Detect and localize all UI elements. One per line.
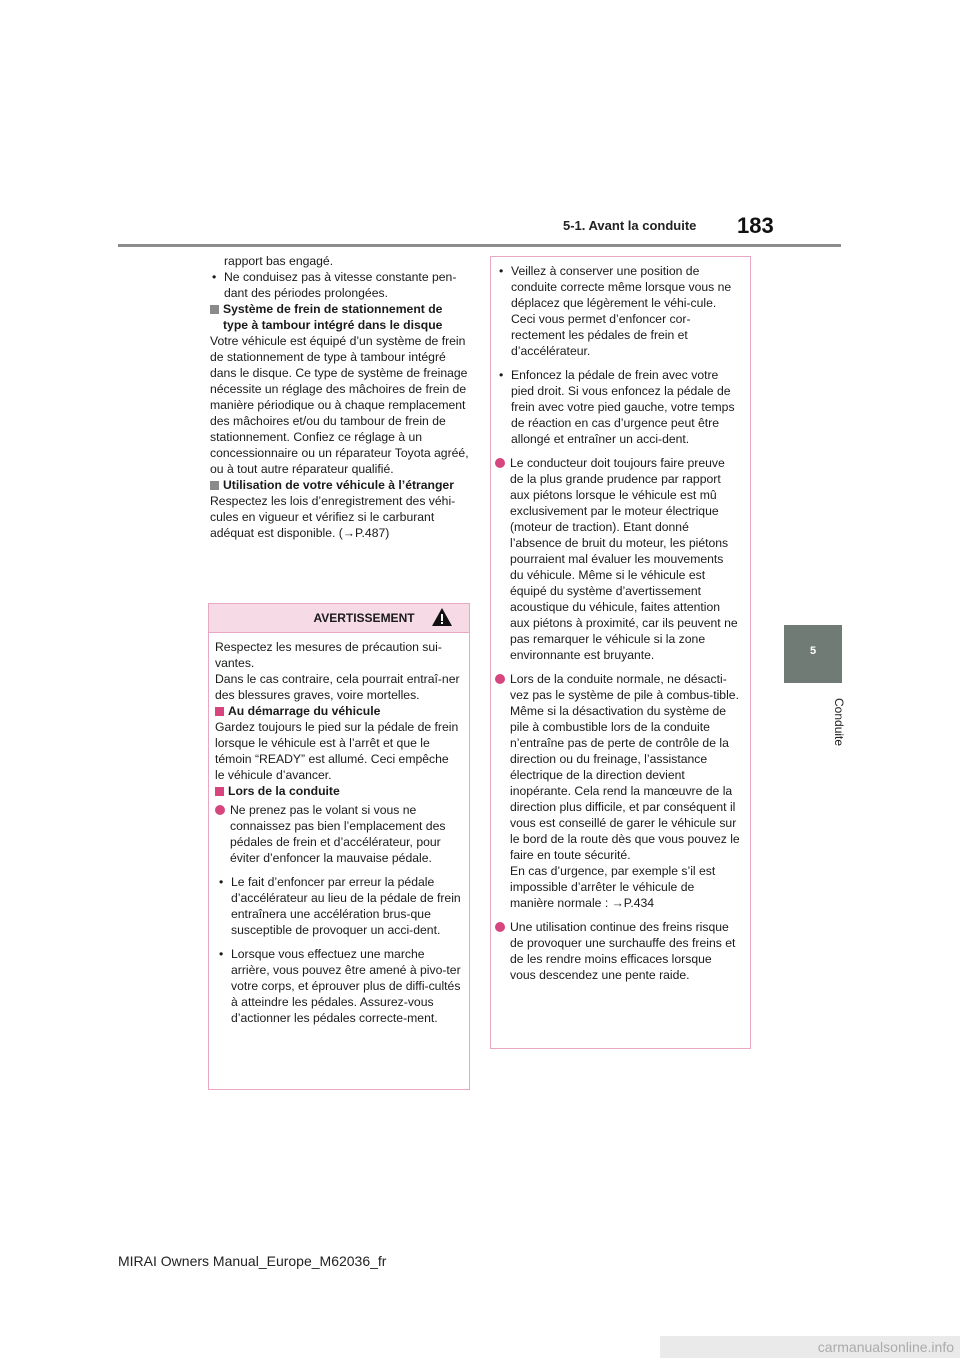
paragraph: Respectez les lois d’enregistrement des véhi-cules en vigueur et vérifiez si le carburant adéquat est disponible. (→P.487)	[210, 494, 456, 540]
page-number: 183	[737, 213, 774, 238]
paragraph: Gardez toujours le pied sur la pédale de frein lorsque le véhicule est à l’arrêt et que le témoin “READY” est allumé. Ceci empêche le véhicule d’avancer.	[215, 720, 459, 782]
warning-box-continued	[490, 256, 751, 1049]
bullet-item: • Veillez à conserver une position de conduite correcte même lorsque vous ne déplacez que légèrement le véhi-cule. Ceci vous permet d’enfoncer cor-rectement les pédales de frein et d’accélérateur.	[499, 264, 732, 358]
square-bullet-icon	[210, 481, 219, 490]
continued-line: rapport bas engagé.	[224, 254, 334, 268]
heading-text: Lors de la conduite	[228, 784, 340, 798]
square-bullet-icon	[215, 707, 224, 716]
dot-item-text: Ne prenez pas le volant si vous ne connaissez pas bien l’emplacement des pédales de frein et d’accélérateur, pour éviter d’enfoncer la mauvaise pédale.	[230, 803, 446, 865]
bullet-item: • Le fait d’enfoncer par erreur la pédale d’accélérateur au lieu de la pédale de frein entraînera une accélération brus-que susceptible de provoquer un acci-dent.	[219, 875, 461, 937]
paragraph: Votre véhicule est équipé d’un système de frein de stationnement de type à tambour intégré dans le disque. Ce type de système de freinage nécessite un réglage des mâchoires de frein de manière périodique ou à chaque remplacement des mâchoires et/ou du tambour de frein de stationnement. Confiez ce réglage à un concessionnaire ou un réparateur Toyota agréé, ou à tout autre réparateur qualifié.	[210, 334, 469, 476]
dot-item-text: Le conducteur doit toujours faire preuve de la plus grande prudence par rapport aux piétons lorsque le véhicule est mû exclusivement par le moteur électrique (moteur de traction). Etant donné l’absence de bruit du moteur, les piétons pourraient mal évaluer les mouvements du véhicule. Même si le véhicule est équipé du système d’avertissement acoustique du véhicule, faites attention aux piétons à proximité, car ils peuvent ne pas remarquer le véhicule si la zone environnante est bruyante.	[510, 456, 738, 662]
bullet-text: Veillez à conserver une position de conduite correcte même lorsque vous ne déplacez que légèrement le véhi-cule. Ceci vous permet d’enfoncer cor-rectement les pédales de frein et d’accélérateur.	[511, 264, 732, 358]
warning-heading	[215, 783, 461, 799]
heading-text: Système de frein de stationnement de type à tambour intégré dans le disque	[223, 302, 443, 332]
round-bullet-icon	[495, 922, 505, 932]
warning-triangle-icon	[431, 607, 453, 627]
chapter-label	[780, 692, 846, 752]
dot-item-text: Une utilisation continue des freins risque de provoquer une surchauffe des freins et de les rendre moins efficaces lorsque vous descendez une pente raide.	[510, 920, 736, 982]
bullet-text: Enfoncez la pédale de frein avec votre pied droit. Si vous enfoncez la pédale de frein avec votre pied gauche, votre temps de réaction en cas d’urgence peut être allongé et entraîner un acci-dent.	[511, 368, 735, 446]
section-heading	[210, 477, 470, 493]
square-bullet-icon	[210, 305, 219, 314]
chapter-label-text: Conduite	[832, 697, 846, 747]
chapter-tab: 5	[784, 625, 842, 683]
warning-intro: Dans le cas contraire, cela pourrait entraî-ner des blessures graves, voire mortelles.	[215, 672, 460, 702]
bullet-text: Le fait d’enfoncer par erreur la pédale d’accélérateur au lieu de la pédale de frein entraînera une accélération brus-que susceptible de provoquer un acci-dent.	[231, 875, 461, 937]
heading-text: Utilisation de votre véhicule à l’étranger	[223, 478, 454, 492]
warning-intro: Respectez les mesures de précaution sui-vantes.	[215, 640, 442, 670]
dot-item	[215, 802, 461, 866]
header-divider	[118, 244, 841, 247]
footer-text: MIRAI Owners Manual_Europe_M62036_fr	[118, 1253, 387, 1269]
dot-item	[495, 671, 740, 863]
paragraph: En cas d’urgence, par exemple s’il est impossible d’arrêter le véhicule de manière normale : →P.434	[510, 864, 716, 910]
bullet-item: • Lorsque vous effectuez une marche arrière, vous pouvez être amené à pivo-ter votre corps, et éprouver plus de diffi-cultés à atteindre les pédales. Assurez-vous d’actionner les pédales correcte-ment.	[219, 947, 461, 1025]
warning-title: AVERTISSEMENT	[313, 611, 415, 625]
bullet-text: Lorsque vous effectuez une marche arrière, vous pouvez être amené à pivo-ter votre corps, et éprouver plus de diffi-cultés à atteindre les pédales. Assurez-vous d’actionner les pédales correcte-ment.	[231, 947, 461, 1025]
round-bullet-icon	[215, 805, 225, 815]
section-title: 5-1. Avant la conduite	[563, 218, 697, 233]
round-bullet-icon	[495, 458, 505, 468]
heading-text: Au démarrage du véhicule	[228, 704, 381, 718]
warning-header	[209, 604, 469, 633]
left-column	[210, 253, 470, 541]
round-bullet-icon	[495, 674, 505, 684]
bullet-text: Ne conduisez pas à vitesse constante pen-dant des périodes prolongées.	[224, 270, 457, 300]
section-heading	[210, 301, 470, 333]
warning-heading	[215, 703, 461, 719]
dot-item-text: Lors de la conduite normale, ne désacti-vez pas le système de pile à combus-tible. Même si la désactivation du système de pile à combustible lors de la conduite n’entraîne pas de perte de contrôle de la direction ou du freinage, l’assistance électrique de la direction devient inopérante. Cela rend la manœuvre de la direction plus difficile, et par conséquent il vous est conseillé de garer le véhicule sur le bord de la route dès que vous pouvez le faire en toute sécurité.	[510, 672, 740, 862]
warning-box	[208, 603, 470, 1090]
dot-item	[495, 455, 740, 663]
bullet-item: • Ne conduisez pas à vitesse constante pen-dant des périodes prolongées.	[212, 270, 457, 300]
bullet-item: • Enfoncez la pédale de frein avec votre pied droit. Si vous enfoncez la pédale de frein avec votre pied gauche, votre temps de réaction en cas d’urgence peut être allongé et entraîner un acci-dent.	[499, 368, 735, 446]
dot-item	[495, 919, 740, 983]
square-bullet-icon	[215, 787, 224, 796]
watermark: carmanualsonline.info	[660, 1336, 960, 1358]
